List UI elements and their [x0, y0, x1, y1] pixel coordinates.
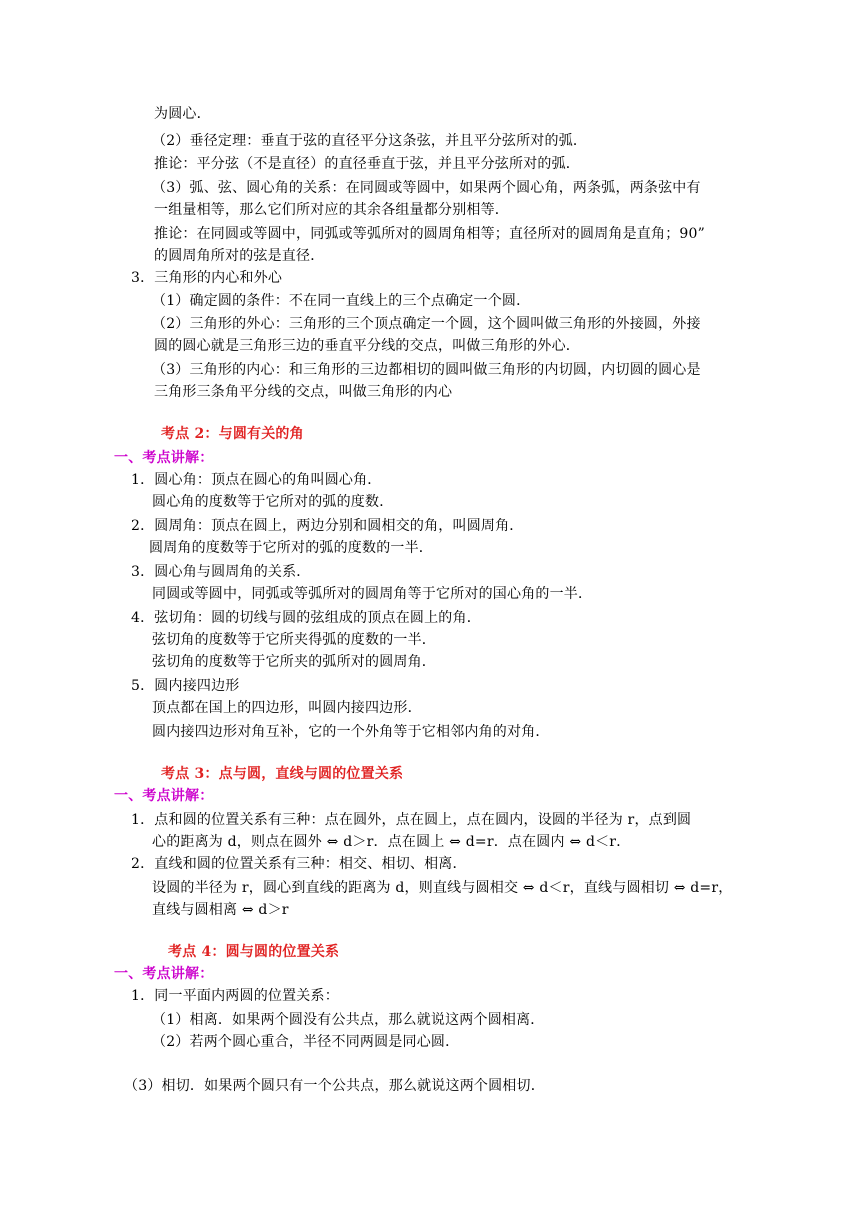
list-item: 2．圆周角：顶点在圆上，两边分别和圆相交的角，叫圆周角． [131, 518, 524, 534]
section-heading: 考点 2：与圆有关的角 [161, 426, 304, 442]
text-line: 为圆心． [154, 106, 211, 122]
list-item: 2．直线和圆的位置关系有三种：相交、相切、相离． [131, 856, 467, 872]
text-line: 推论：在同圆或等圆中，同弧或等弧所对的圆周角相等；直径所对的圆周角是直角；90” [154, 226, 705, 242]
text-line: （3）弧、弦、圆心角的关系：在同圆或等圆中，如果两个圆心角，两条弧，两条弦中有 [152, 180, 701, 196]
text-line: 圆内接四边形对角互补，它的一个外角等于它相邻内角的对角． [152, 724, 550, 740]
list-item: 1．点和圆的位置关系有三种：点在圆外，点在圆上，点在圆内，设圆的半径为 r，点到圆 [131, 812, 692, 828]
list-item-heading: 3．三角形的内心和外心 [131, 270, 283, 286]
text-line: 圆的圆心就是三角形三边的垂直平分线的交点，叫做三角形的外心． [154, 338, 580, 354]
text-line: 一组量相等，那么它们所对应的其余各组量都分别相等． [154, 202, 509, 218]
text-line: 推论：平分弦（不是直径）的直径垂直于弦，并且平分弦所对的弧． [154, 156, 580, 172]
subsection-heading: 一、考点讲解： [114, 966, 214, 982]
text-line: 直线与圆相离 ⇔ d＞r [152, 902, 289, 918]
list-item: 5．圆内接四边形 [131, 678, 240, 694]
text-line: （2）垂径定理：垂直于弦的直径平分这条弦，并且平分弦所对的弧． [152, 133, 588, 149]
subsection-heading: 一、考点讲解： [114, 450, 214, 466]
list-item: 3．圆心角与圆周角的关系． [131, 564, 311, 580]
text-line: 的圆周角所对的弦是直径． [154, 248, 325, 264]
text-line: 弦切角的度数等于它所夹的弧所对的圆周角． [152, 654, 436, 670]
text-line: 同圆或等圆中，同弧或等弧所对的圆周角等于它所对的国心角的一半． [152, 586, 593, 602]
section-heading: 考点 3：点与圆，直线与圆的位置关系 [161, 766, 404, 782]
text-line: （1）相离．如果两个圆没有公共点，那么就说这两个圆相离． [152, 1012, 545, 1028]
text-line: 圆心角的度数等于它所对的弧的度数． [152, 494, 394, 510]
section-heading: 考点 4：圆与圆的位置关系 [168, 944, 340, 960]
text-line: 弦切角的度数等于它所夹得弧的度数的一半． [152, 632, 436, 648]
text-line: （2）若两个圆心重合，半径不同两圆是同心圆． [152, 1034, 460, 1050]
text-line: 心的距离为 d，则点在圆外 ⇔ d＞r．点在圆上 ⇔ d=r．点在圆内 ⇔ d＜r． [152, 834, 631, 850]
list-item: 4．弦切角：圆的切线与圆的弦组成的顶点在圆上的角． [131, 610, 481, 626]
text-line: （3）相切．如果两个圆只有一个公共点，那么就说这两个圆相切． [124, 1078, 545, 1094]
text-line: （1）确定圆的条件：不在同一直线上的三个点确定一个圆． [152, 293, 531, 309]
list-item: 1．同一平面内两圆的位置关系： [131, 988, 339, 1004]
text-line: （3）三角形的内心：和三角形的三边都相切的圆叫做三角形的内切圆，内切圆的圆心是 [152, 362, 701, 378]
text-line: （2）三角形的外心：三角形的三个顶点确定一个圆，这个圆叫做三角形的外接圆，外接 [152, 316, 701, 332]
subsection-heading: 一、考点讲解： [114, 788, 214, 804]
text-line: 顶点都在国上的四边形，叫圆内接四边形． [152, 700, 422, 716]
text-line: 三角形三条角平分线的交点，叫做三角形的内心 [154, 384, 453, 400]
list-item: 1．圆心角：顶点在圆心的角叫圆心角． [131, 472, 382, 488]
text-line: 设圆的半径为 r，圆心到直线的距离为 d，则直线与圆相交 ⇔ d＜r，直线与圆相切 ⇔ d=r， [152, 880, 733, 896]
text-line: 圆周角的度数等于它所对的弧的度数的一半． [149, 540, 433, 556]
